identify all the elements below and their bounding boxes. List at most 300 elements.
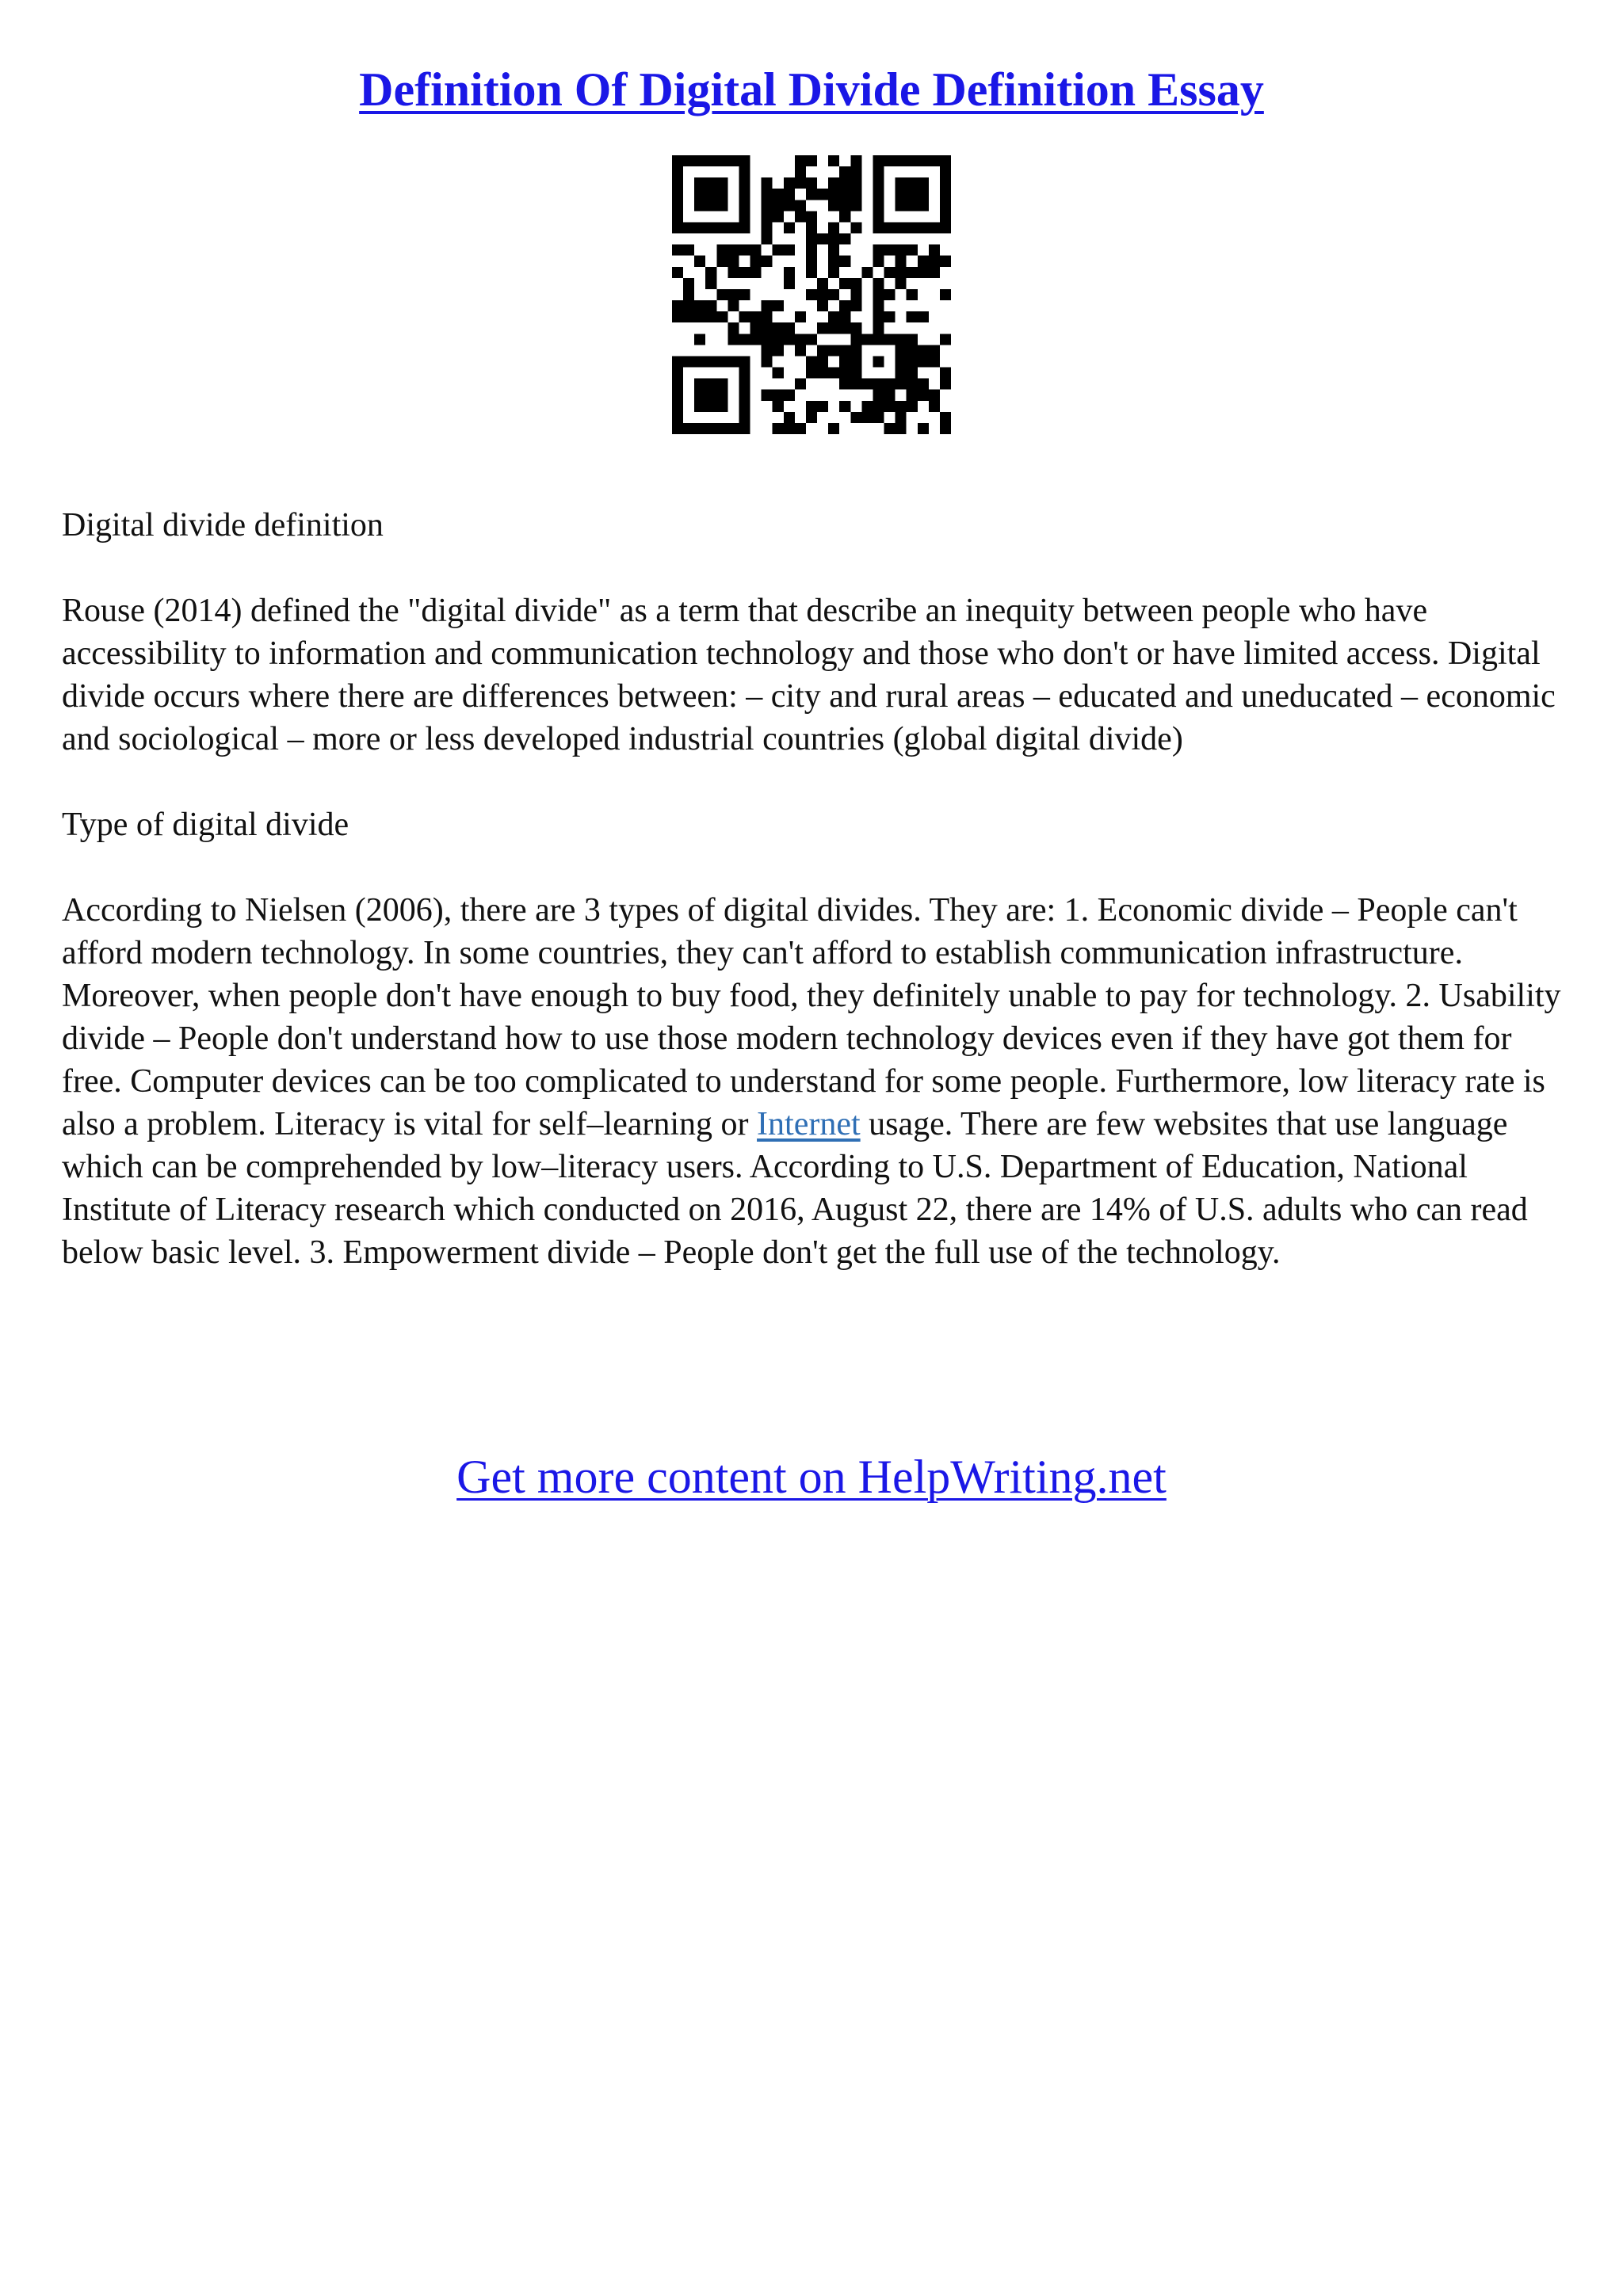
qr-module [795, 423, 806, 434]
qr-module [850, 412, 861, 423]
qr-module [739, 211, 750, 222]
qr-module [739, 289, 750, 300]
qr-module [884, 401, 896, 412]
qr-module [694, 390, 705, 401]
qr-module [839, 177, 850, 189]
qr-module [694, 379, 705, 390]
qr-module [705, 222, 716, 233]
qr-module [773, 322, 784, 334]
qr-module [861, 267, 873, 278]
qr-module [739, 222, 750, 233]
title-link[interactable]: Definition Of Digital Divide Definition Essay [359, 63, 1264, 116]
qr-module [762, 334, 773, 345]
qr-module [795, 345, 806, 356]
qr-module [727, 356, 739, 367]
qr-module [828, 177, 839, 189]
qr-module [773, 368, 784, 379]
qr-module [873, 311, 884, 322]
qr-module [940, 166, 951, 177]
qr-module [884, 379, 896, 390]
paragraph-definition: Rouse (2014) defined the "digital divide" as a term that describe an inequity between people who have accessibility to information and communication technology and those who don't or have limited access. Digital divide occurs where there are differences between: – city and rural areas – educated and uneducated – economic and sociological – more or less developed industrial countries (global digital divide) [62, 593, 1556, 757]
qr-module [839, 368, 850, 379]
qr-module [907, 267, 918, 278]
qr-module [896, 379, 907, 390]
qr-module [806, 356, 817, 367]
qr-module [884, 311, 896, 322]
qr-module [705, 267, 716, 278]
qr-module [716, 311, 727, 322]
qr-module [873, 412, 884, 423]
qr-module [694, 300, 705, 311]
qr-module [762, 189, 773, 200]
qr-module [918, 189, 929, 200]
qr-module [727, 300, 739, 311]
qr-module [850, 322, 861, 334]
qr-module [940, 379, 951, 390]
qr-module [940, 155, 951, 166]
qr-module [750, 311, 762, 322]
qr-module [907, 356, 918, 367]
qr-module [727, 245, 739, 256]
qr-module [672, 155, 683, 166]
qr-module [739, 401, 750, 412]
qr-module [850, 189, 861, 200]
qr-module [806, 222, 817, 233]
qr-module [762, 256, 773, 267]
qr-module [907, 200, 918, 211]
qr-module [918, 423, 929, 434]
qr-module [773, 300, 784, 311]
qr-module [773, 211, 784, 222]
qr-module [896, 245, 907, 256]
paragraph-types [62, 889, 1568, 1274]
qr-module [884, 289, 896, 300]
qr-module [784, 222, 795, 233]
qr-module [672, 166, 683, 177]
section-heading-types: Type of digital divide [62, 807, 349, 843]
qr-module [839, 166, 850, 177]
qr-module [929, 345, 940, 356]
qr-module [716, 289, 727, 300]
qr-module [716, 401, 727, 412]
qr-module [727, 256, 739, 267]
qr-module [683, 356, 694, 367]
footer [0, 1445, 1623, 1508]
qr-module [773, 189, 784, 200]
qr-module [784, 322, 795, 334]
qr-module [918, 267, 929, 278]
qr-module [795, 211, 806, 222]
qr-module [806, 256, 817, 267]
qr-module [839, 311, 850, 322]
qr-module [795, 334, 806, 345]
qr-module [884, 245, 896, 256]
qr-module [672, 245, 683, 256]
qr-module [940, 211, 951, 222]
qr-module [683, 155, 694, 166]
qr-module [672, 412, 683, 423]
qr-module [672, 177, 683, 189]
qr-module [929, 267, 940, 278]
qr-module [896, 334, 907, 345]
qr-module [762, 211, 773, 222]
qr-module [828, 311, 839, 322]
qr-module [839, 379, 850, 390]
helpwriting-link[interactable]: Get more content on HelpWriting.net [456, 1451, 1167, 1503]
qr-module [873, 189, 884, 200]
qr-module [705, 177, 716, 189]
qr-module [817, 345, 828, 356]
qr-module [839, 211, 850, 222]
qr-module [907, 401, 918, 412]
qr-module [884, 390, 896, 401]
qr-module [773, 345, 784, 356]
qr-module [806, 267, 817, 278]
qr-module [739, 245, 750, 256]
qr-module [716, 177, 727, 189]
qr-module [784, 189, 795, 200]
qr-module [896, 256, 907, 267]
qr-module [828, 256, 839, 267]
qr-module [907, 177, 918, 189]
qr-module [873, 390, 884, 401]
qr-module [705, 311, 716, 322]
qr-module [672, 267, 683, 278]
qr-module [672, 300, 683, 311]
qr-module [705, 356, 716, 367]
qr-module [929, 256, 940, 267]
qr-module [716, 256, 727, 267]
qr-module [795, 177, 806, 189]
qr-module [839, 300, 850, 311]
qr-module [850, 345, 861, 356]
qr-module [839, 356, 850, 367]
qr-module [694, 189, 705, 200]
qr-module [896, 278, 907, 289]
qr-module [873, 245, 884, 256]
qr-module [896, 155, 907, 166]
qr-module [672, 200, 683, 211]
qr-module [683, 222, 694, 233]
qr-module [716, 356, 727, 367]
qr-module [940, 423, 951, 434]
qr-module [694, 334, 705, 345]
qr-module [873, 322, 884, 334]
qr-module [773, 401, 784, 412]
qr-module [784, 245, 795, 256]
qr-module [727, 423, 739, 434]
qr-module [817, 189, 828, 200]
qr-module [884, 155, 896, 166]
qr-module [940, 200, 951, 211]
qr-module [739, 390, 750, 401]
qr-module [795, 166, 806, 177]
qr-module [907, 311, 918, 322]
qr-module [839, 234, 850, 245]
qr-module [784, 334, 795, 345]
qr-module [716, 390, 727, 401]
qr-module [817, 322, 828, 334]
qr-module [907, 289, 918, 300]
qr-module [828, 368, 839, 379]
qr-module [918, 256, 929, 267]
qr-module [762, 300, 773, 311]
qr-module [861, 334, 873, 345]
qr-module [828, 200, 839, 211]
qr-module [940, 256, 951, 267]
qr-module [873, 155, 884, 166]
qr-module [828, 345, 839, 356]
qr-module [861, 412, 873, 423]
qr-module [929, 222, 940, 233]
qr-module [683, 423, 694, 434]
qr-module [884, 334, 896, 345]
qr-module [918, 345, 929, 356]
qr-module [940, 189, 951, 200]
qr-module [896, 189, 907, 200]
qr-module [940, 177, 951, 189]
qr-module [795, 311, 806, 322]
qr-module [795, 379, 806, 390]
qr-module [716, 155, 727, 166]
qr-module [784, 412, 795, 423]
qr-module [739, 177, 750, 189]
qr-module [873, 222, 884, 233]
qr-module [784, 390, 795, 401]
paragraph-types-text-end: usage. There are few websites that use language which can be comprehended by low–literacy users. According to U.S. Department of Education, National Institute of Literacy research which conducted on 2016, August 22, there are 14% of U.S. adults who can read below basic level. 3. Empowerment divide – People don't get the full use of the technology. [62, 1106, 1528, 1271]
qr-module [873, 278, 884, 289]
qr-module [918, 200, 929, 211]
qr-module [907, 379, 918, 390]
qr-module [918, 177, 929, 189]
qr-module [716, 189, 727, 200]
qr-module [839, 322, 850, 334]
qr-module [918, 356, 929, 367]
qr-module [806, 245, 817, 256]
qr-module [817, 356, 828, 367]
qr-module [672, 390, 683, 401]
qr-module [850, 379, 861, 390]
qr-module [672, 211, 683, 222]
qr-module [683, 289, 694, 300]
page-title [0, 55, 1623, 124]
qr-module [850, 166, 861, 177]
qr-module [727, 222, 739, 233]
qr-module [727, 289, 739, 300]
qr-module [907, 390, 918, 401]
qr-module [873, 300, 884, 311]
qr-module [727, 322, 739, 334]
qr-module [929, 401, 940, 412]
qr-module [795, 155, 806, 166]
qr-module [940, 222, 951, 233]
qr-module [784, 177, 795, 189]
qr-module [907, 368, 918, 379]
qr-module [817, 278, 828, 289]
qr-module [727, 334, 739, 345]
qr-module [683, 300, 694, 311]
qr-module [705, 300, 716, 311]
qr-module [839, 256, 850, 267]
qr-module [850, 300, 861, 311]
qr-module [817, 234, 828, 245]
qr-module [884, 222, 896, 233]
qr-module [839, 189, 850, 200]
qr-module [806, 211, 817, 222]
qr-module [817, 401, 828, 412]
qr-module [705, 401, 716, 412]
qr-module [907, 155, 918, 166]
qr-module [896, 267, 907, 278]
qr-module [907, 345, 918, 356]
qr-module [694, 155, 705, 166]
qr-module [839, 401, 850, 412]
qr-module [705, 200, 716, 211]
qr-module [739, 368, 750, 379]
qr-module [907, 334, 918, 345]
qr-module [705, 379, 716, 390]
qr-module [762, 177, 773, 189]
qr-module [705, 278, 716, 289]
qr-module [784, 423, 795, 434]
qr-module [750, 322, 762, 334]
qr-module [940, 289, 951, 300]
qr-module [716, 200, 727, 211]
qr-module [850, 334, 861, 345]
qr-module [694, 401, 705, 412]
qr-module [896, 401, 907, 412]
qr-module [694, 256, 705, 267]
qr-module [850, 289, 861, 300]
qr-module [918, 222, 929, 233]
qr-module [850, 368, 861, 379]
qr-module [873, 401, 884, 412]
internet-link[interactable]: Internet [757, 1106, 861, 1142]
qr-module [873, 211, 884, 222]
qr-module [850, 155, 861, 166]
qr-module [896, 412, 907, 423]
qr-module [694, 356, 705, 367]
qr-module [940, 368, 951, 379]
qr-module [784, 200, 795, 211]
qr-module [672, 189, 683, 200]
qr-module [918, 390, 929, 401]
qr-module [828, 189, 839, 200]
qr-module [672, 379, 683, 390]
qr-module [694, 177, 705, 189]
qr-module [672, 356, 683, 367]
qr-module [762, 200, 773, 211]
qr-module [716, 379, 727, 390]
qr-module [873, 256, 884, 267]
qr-module [750, 267, 762, 278]
qr-module [672, 401, 683, 412]
qr-module [828, 155, 839, 166]
qr-module [850, 356, 861, 367]
qr-module [762, 311, 773, 322]
qr-module [739, 412, 750, 423]
qr-module [896, 200, 907, 211]
qr-module [806, 155, 817, 166]
qr-module [850, 177, 861, 189]
qr-module [705, 189, 716, 200]
qr-module [918, 155, 929, 166]
qr-module [839, 200, 850, 211]
qr-module [873, 379, 884, 390]
qr-module [918, 379, 929, 390]
qr-module [727, 267, 739, 278]
qr-module [683, 245, 694, 256]
qr-module [861, 379, 873, 390]
qr-module [773, 245, 784, 256]
qr-module [873, 334, 884, 345]
qr-module [884, 423, 896, 434]
qr-module [672, 222, 683, 233]
qr-module [739, 311, 750, 322]
qr-module [817, 368, 828, 379]
qr-module [762, 356, 773, 367]
qr-module [773, 200, 784, 211]
qr-module [795, 200, 806, 211]
qr-module [784, 278, 795, 289]
qr-module [683, 311, 694, 322]
qr-module [762, 390, 773, 401]
qr-module [739, 423, 750, 434]
qr-module [828, 222, 839, 233]
qr-module [929, 390, 940, 401]
qr-module [705, 390, 716, 401]
qr-module [705, 423, 716, 434]
qr-module [694, 423, 705, 434]
qr-module [828, 267, 839, 278]
qr-module [828, 234, 839, 245]
qr-module [739, 334, 750, 345]
qr-module [806, 368, 817, 379]
qr-module [739, 267, 750, 278]
qr-module [896, 423, 907, 434]
qr-module [806, 401, 817, 412]
qr-module [850, 200, 861, 211]
qr-module [873, 356, 884, 367]
section-heading-definition: Digital divide definition [62, 507, 384, 543]
qr-module [739, 379, 750, 390]
qr-module [839, 345, 850, 356]
qr-module [739, 189, 750, 200]
qr-module [806, 412, 817, 423]
qr-module [896, 177, 907, 189]
qr-module [896, 368, 907, 379]
qr-module [850, 222, 861, 233]
qr-module [806, 334, 817, 345]
paragraph-types-text-start: According to Nielsen (2006), there are 3 types of digital divides. They are: 1. Economic divide – People can't afford modern technology. In some countries, they can't afford to establish communication infrastructure. Moreover, when people don't have enough to buy food, they definitely unable to pay for technology. 2. Usability divide – People don't understand how to use those modern technology devices even if they have got them for free. Computer devices can be too complicated to understand for some people. Furthermore, low literacy rate is also a problem. Literacy is vital for self–learning or [62, 892, 1561, 1142]
qr-module [672, 423, 683, 434]
qr-module [817, 300, 828, 311]
qr-module [873, 200, 884, 211]
qr-module [762, 222, 773, 233]
qr-module [750, 334, 762, 345]
qr-module [907, 189, 918, 200]
qr-module [828, 245, 839, 256]
qr-module [929, 356, 940, 367]
qr-module [873, 166, 884, 177]
qr-module [907, 222, 918, 233]
qr-module [896, 222, 907, 233]
qr-module [694, 200, 705, 211]
qr-module [716, 245, 727, 256]
qr-module [828, 322, 839, 334]
qr-module [873, 177, 884, 189]
qr-module [672, 368, 683, 379]
